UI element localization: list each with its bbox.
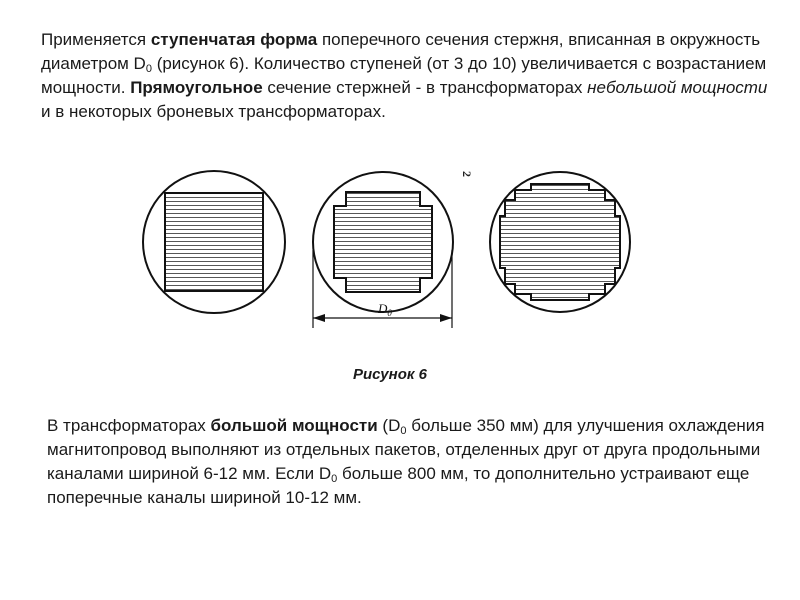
bold-term-stepped-form: ступенчатая форма bbox=[150, 30, 318, 49]
text-run: больше 350 мм) для улучшения охлаждения магнитопровод выполняют из отдельных пакетов, отделенных друг от друга продольными каналами шириной 6-12 мм. Если D bbox=[47, 416, 765, 483]
bold-term-rectangular: Прямоугольное bbox=[130, 78, 263, 97]
high-power-paragraph bbox=[47, 414, 767, 510]
text-run: (рисунок 6). Количество ступеней (от 3 до 10) увеличивается с возрастанием мощности. bbox=[41, 54, 767, 97]
subscript: 0 bbox=[331, 473, 338, 485]
text-run: и в некоторых броневых трансформаторах. bbox=[41, 102, 386, 121]
text-run: больше 800 мм, то дополнительно устраивают еще поперечные каналы шириной 10-12 мм. bbox=[47, 464, 750, 507]
stepped-core-section-large bbox=[490, 172, 630, 312]
bold-term-high-power: большой мощности bbox=[210, 416, 378, 435]
stray-mark: 2 bbox=[460, 171, 474, 177]
subscript: 0 bbox=[400, 425, 407, 437]
cross-section-figure bbox=[130, 160, 670, 360]
text-run: сечение стержней - в трансформаторах bbox=[262, 78, 588, 97]
intro-paragraph bbox=[41, 28, 781, 124]
text-run: Применяется bbox=[41, 30, 151, 49]
dimension-label: $D_0$ bbox=[378, 301, 392, 318]
text-run: В трансформаторах bbox=[47, 416, 211, 435]
text-run: (D bbox=[377, 416, 401, 435]
figure-caption: Рисунок 6 bbox=[353, 366, 427, 383]
stepped-core-section-small bbox=[313, 172, 453, 328]
text-run: поперечного сечения стержня, вписанная в окружность диаметром D bbox=[41, 30, 761, 73]
rectangular-core-section bbox=[143, 171, 285, 313]
italic-term-low-power: небольшой мощности bbox=[587, 78, 768, 97]
subscript: 0 bbox=[145, 63, 152, 75]
